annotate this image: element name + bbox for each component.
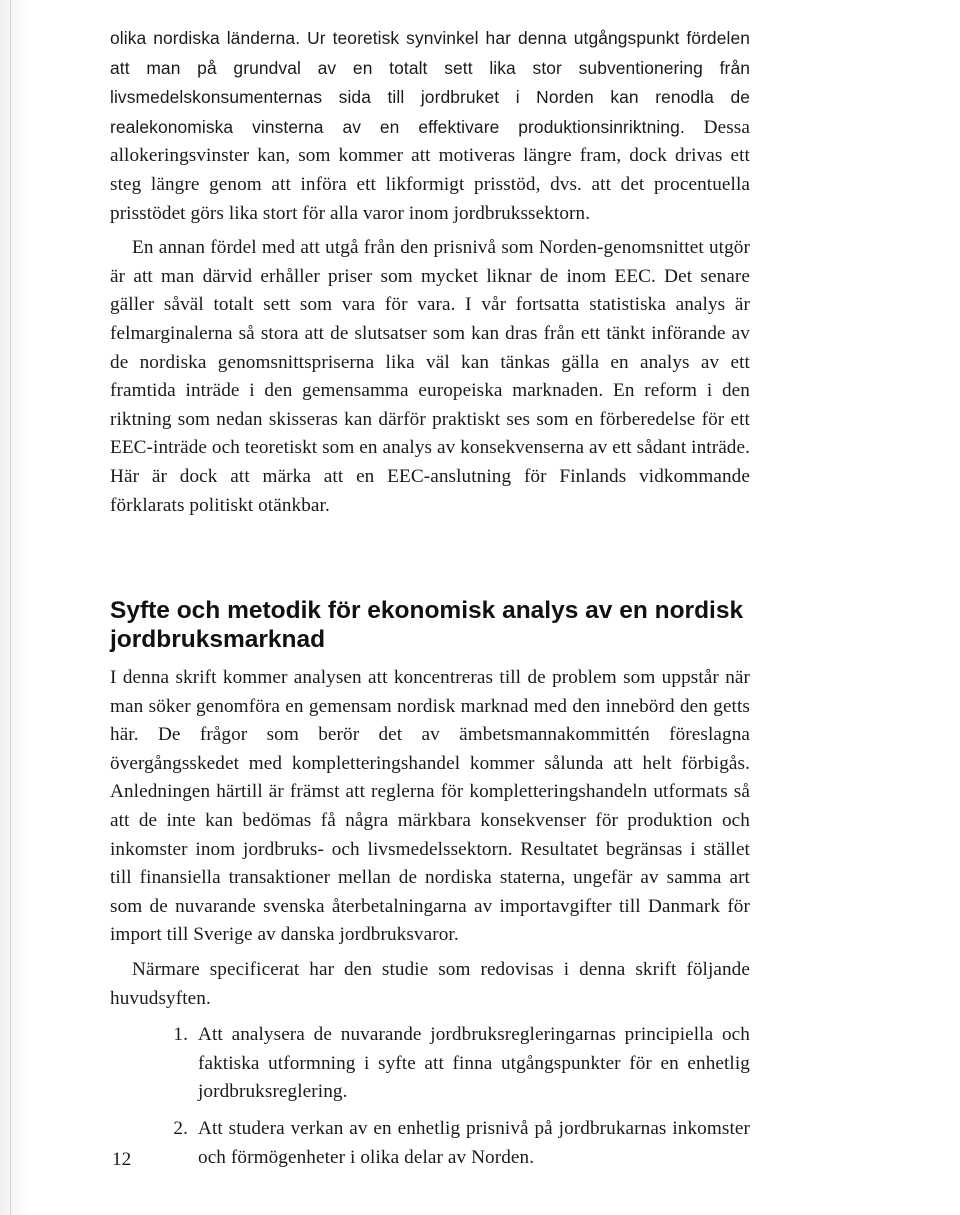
scan-edge <box>0 0 32 1215</box>
list-item-number: 1. <box>173 1024 188 1046</box>
list-item-number: 2. <box>173 1118 188 1139</box>
list-item-text: Att analysera de nuvarande jordbruksregleringarnas principiella och faktiska utformning i syfte att finna utgångspunkter för en enhetlig jordbruksreglering. <box>198 1024 750 1103</box>
intro-paragraph-sans-part: olika nordiska länderna. Ur teoretisk synvinkel har denna utgångspunkt fördelen att man på grundval av en totalt sett lika stor subventionering från livsmedelskonsumenternas sida till jordbruket i Norden kan renodla de realekonomiska vinsterna av en effektivare produktionsinriktning. <box>110 28 750 137</box>
page-content <box>110 24 750 1172</box>
page-number: 12 <box>112 1149 132 1170</box>
list-item <box>110 1115 750 1172</box>
paragraph-purposes-intro: Närmare specificerat har den studie som redovisas i denna skrift följande huvudsyften. <box>110 959 750 1009</box>
section-heading: Syfte och metodik för ekonomisk analys av en nordisk jordbruksmarknad <box>110 597 744 654</box>
paragraph-eec-comparison: En annan fördel med att utgå från den prisnivå som Norden-genomsnittet utgör är att man därvid erhåller priser som mycket liknar de inom EEC. Det senare gäller såväl totalt sett som vara för vara. I vår fortsatta statistiska analys är felmarginalerna så stora att de slutsatser som kan dras från ett tänkt införande av de nordiska genomsnittspriserna lika väl kan tänkas gälla en analys av ett framtida inträde i den gemensamma europeiska marknaden. En reform i den riktning som nedan skisseras kan därför praktiskt ses som en förberedelse för ett EEC-inträde och teoretiskt som en analys av konsekvenserna av ett sådant inträde. Här är dock att märka att en EEC-anslutning för Finlands vidkommande förklarats politiskt otänkbar. <box>110 237 751 516</box>
list-item <box>110 1021 750 1107</box>
list-item-text: Att studera verkan av en enhetlig prisnivå på jordbrukarnas inkomster och förmögenheter i olika delar av Norden. <box>198 1118 750 1168</box>
paragraph-analysis-scope: I denna skrift kommer analysen att koncentreras till de problem som uppstår när man söker genomföra en gemensam nordisk marknad med den innebörd den getts här. De frågor som berör det av ämbetsmannakommittén föreslagna övergångsskedet med kompletteringshandel kommer sålunda att helt förbigås. Anledningen härtill är främst att reglerna för kompletteringshandeln utformats så att de inte kan bedömas få några märkbara konsekvenser för produktion och inkomster inom jordbruks- och livsmedelssektorn. Resultatet begränsas i stället till finansiella transaktioner mellan de nordiska staterna, ungefär av samma art som de nuvarande svenska återbetalningarna av importavgifter till Danmark för import till Sverige av danska jordbruksvaror. <box>110 667 750 946</box>
intro-paragraph-serif-part: Dessa allokeringsvinster kan, som kommer att motiveras längre fram, dock drivas ett steg längre genom att införa ett likformigt prisstöd, dvs. att det procentuella prisstödet görs lika stort för alla varor inom jordbrukssektorn. <box>110 116 750 224</box>
purposes-list <box>110 1021 750 1172</box>
intro-paragraph <box>110 24 750 228</box>
